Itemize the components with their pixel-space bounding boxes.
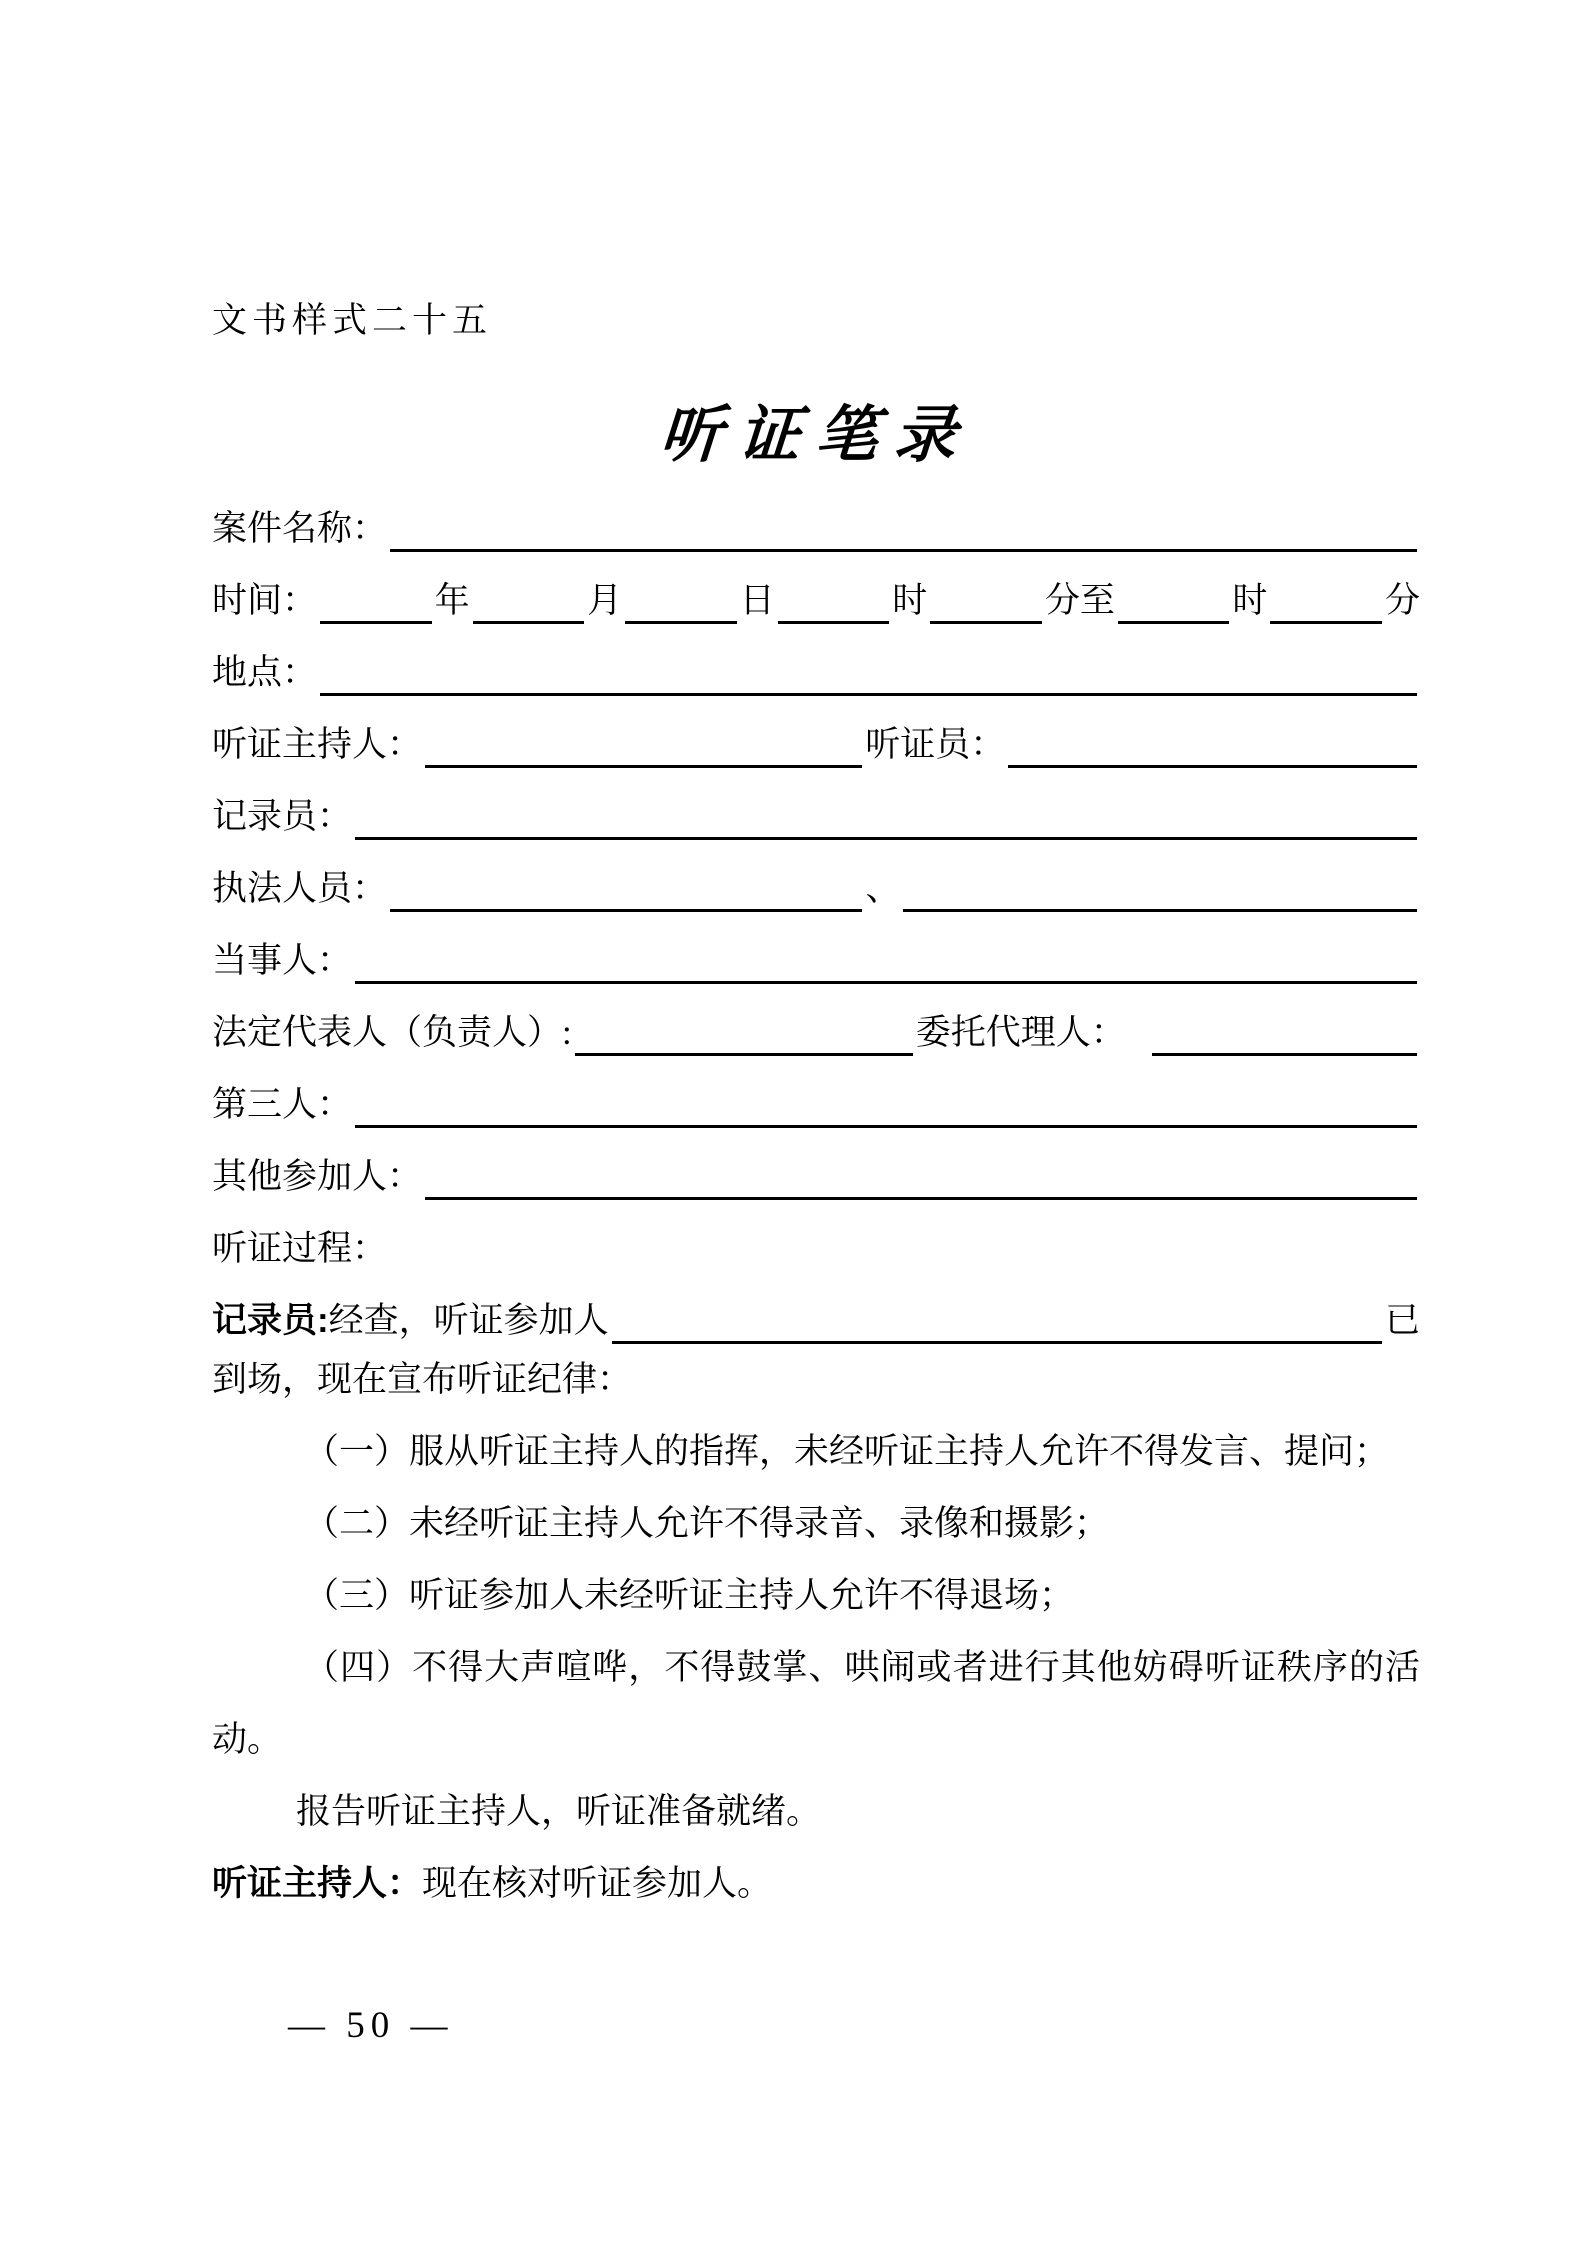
enumeration-comma: 、 [865,869,901,908]
location-blank [320,650,1417,696]
legal-rep-blank [575,1010,913,1056]
recorder-statement-post: 已 [1384,1301,1420,1340]
third-party-blank [355,1082,1417,1128]
hour1-unit-label: 时 [892,581,928,620]
row-recorder [212,768,1420,840]
time-blank-hour2 [1118,578,1230,624]
agent-blank [1152,1010,1417,1056]
minute-to-label: 分至 [1044,581,1115,620]
legal-rep-label: 法定代表人（负责人）: [212,1013,572,1052]
other-participants-blank [425,1154,1417,1200]
time-label: 时间： [212,581,318,620]
party-blank [355,938,1417,984]
time-blank-month [473,578,585,624]
location-label: 地点： [212,653,318,692]
row-other-participants [212,1128,1420,1200]
time-blank-day [625,578,737,624]
document-title: 听证笔录 [657,398,975,471]
minute2-unit-label: 分 [1384,581,1420,620]
row-process [212,1200,1420,1272]
case-name-blank [390,506,1417,552]
enforcer-blank-1 [390,866,862,912]
row-party [212,912,1420,984]
row-third-party [212,1056,1420,1128]
rule-3: （三）听证参加人未经听证主持人允许不得退场； [304,1576,1075,1615]
agent-label: 委托代理人： [915,1013,1126,1052]
time-blank-minute1 [930,578,1042,624]
case-name-label: 案件名称： [212,509,388,548]
rule-2: （二）未经听证主持人允许不得录音、录像和摄影； [304,1504,1110,1543]
page-number: — 50 — [288,2005,454,2046]
officer-blank [1008,722,1417,768]
process-label: 听证过程： [212,1229,388,1268]
row-location [212,624,1420,696]
day-unit-label: 日 [739,581,775,620]
host-label: 听证主持人： [212,725,423,764]
third-party-label: 第三人： [212,1085,353,1124]
year-unit-label: 年 [434,581,470,620]
recorder-blank [355,794,1417,840]
enforcer-blank-2 [903,866,1417,912]
host-speaker-label: 听证主持人： [212,1864,423,1903]
time-blank-hour1 [778,578,890,624]
participants-blank [612,1298,1382,1344]
recorder-speaker-label: 记录员: [212,1301,329,1340]
host-statement: 现在核对听证参加人。 [422,1864,773,1903]
row-case-name [212,480,1420,552]
recorder-label: 记录员： [212,797,353,836]
row-time [212,552,1420,624]
host-blank [425,722,862,768]
other-participants-label: 其他参加人： [212,1157,423,1196]
row-host-officer [212,696,1420,768]
recorder-statement-row [212,1272,1420,1344]
form-area [212,480,1420,1272]
row-enforcers [212,840,1420,912]
officer-label: 听证员： [865,725,1006,764]
host-statement-row [212,1848,1420,1920]
transcript-area [212,1272,1420,1920]
enforcer-label: 执法人员： [212,869,388,908]
time-blank-minute2 [1270,578,1382,624]
hour2-unit-label: 时 [1232,581,1268,620]
rule-4: （四）不得大声喧哗，不得鼓掌、哄闹或者进行其他妨碍听证秩序的活动。 [212,1648,1420,1759]
rule-1: （一）服从听证主持人的指挥，未经听证主持人允许不得发言、提问； [304,1432,1390,1471]
doc-style-label: 文书样式二十五 [212,301,493,340]
recorder-statement-pre: 经查，听证参加人 [328,1301,609,1340]
time-blank-year [320,578,432,624]
arrival-line: 到场，现在宣布听证纪律： [212,1360,633,1399]
month-unit-label: 月 [587,581,623,620]
row-legal-rep-agent [212,984,1420,1056]
report-line: 报告听证主持人，听证准备就绪。 [296,1792,822,1831]
party-label: 当事人： [212,941,353,980]
